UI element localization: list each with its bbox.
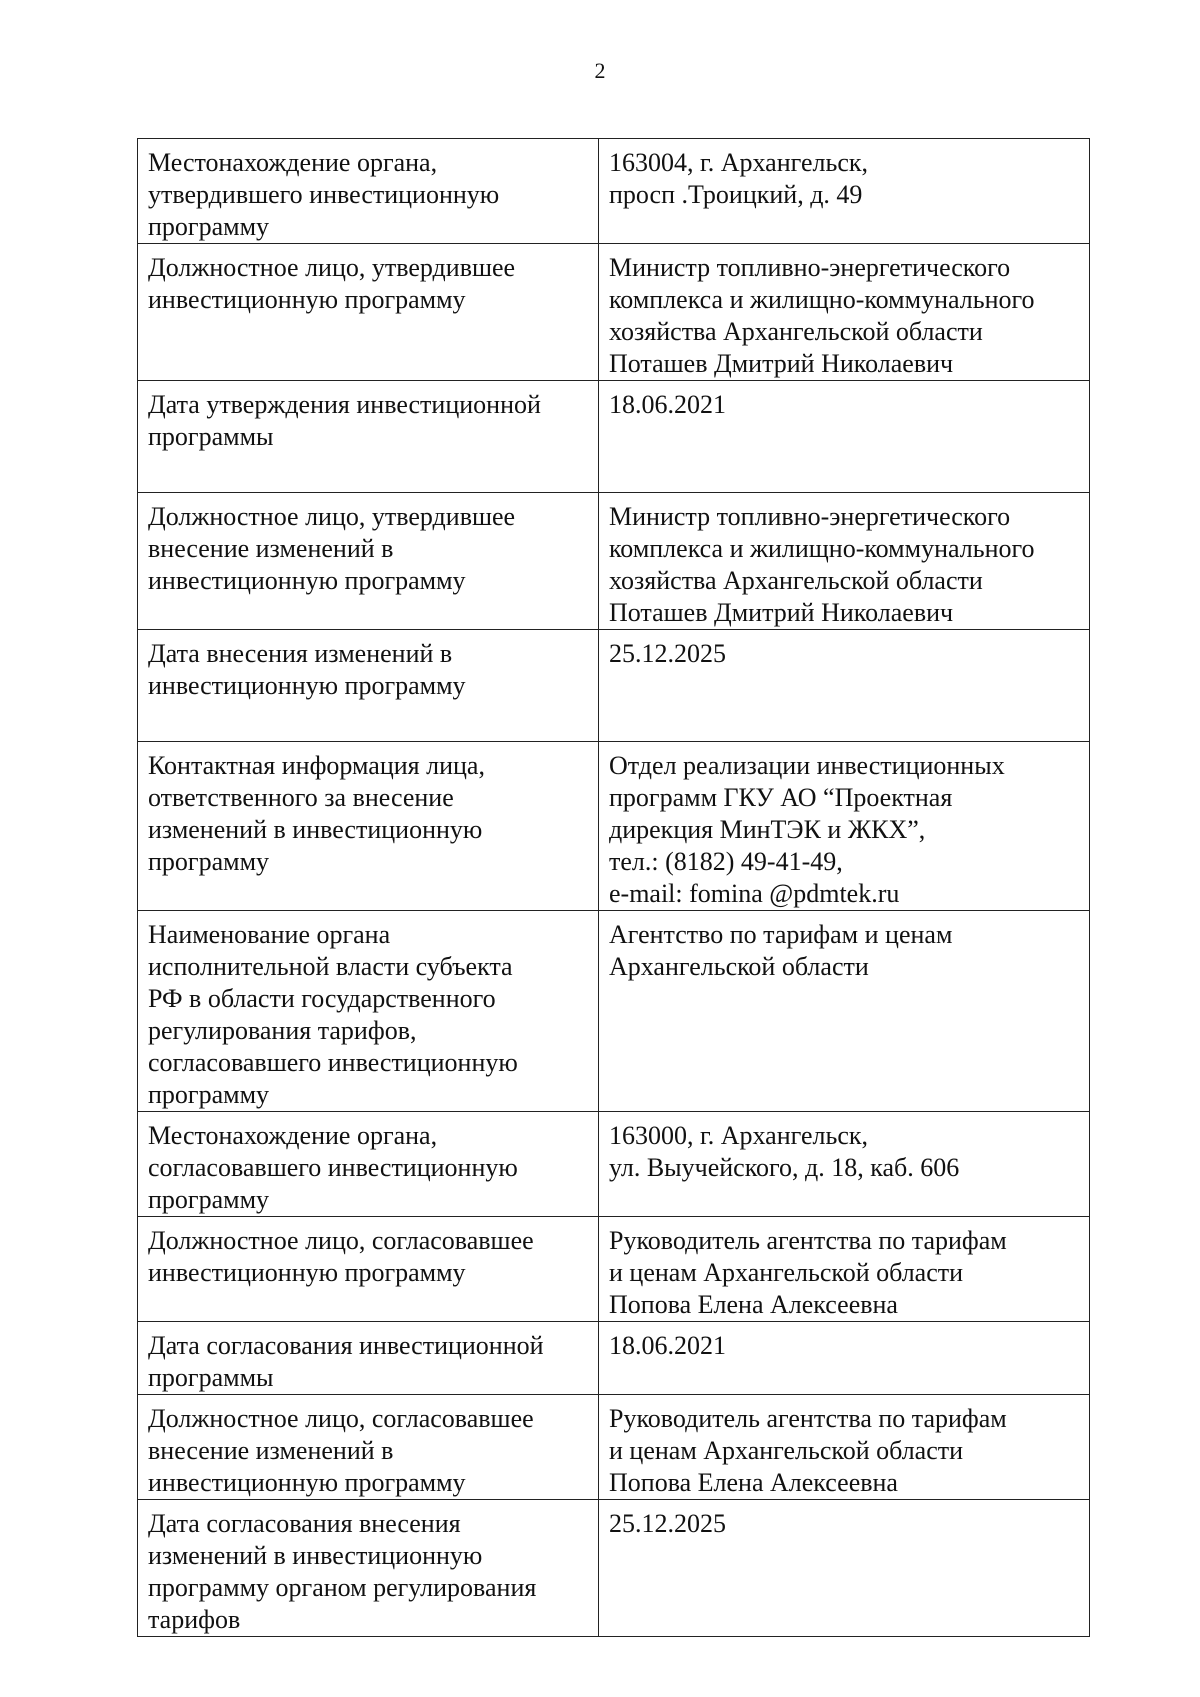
page-number: 2 — [594, 58, 606, 83]
table-row — [138, 630, 1090, 742]
table-row — [138, 381, 1090, 493]
row-label: Должностное лицо, утвердившее инвестиционную программу — [138, 244, 599, 381]
table-row — [138, 244, 1090, 381]
table-row — [138, 1322, 1090, 1395]
row-value: Руководитель агентства по тарифам и ценам Архангельской области Попова Елена Алексеевна — [599, 1217, 1090, 1322]
row-label: Дата согласования инвестиционной программы — [138, 1322, 599, 1395]
row-value: Руководитель агентства по тарифам и ценам Архангельской области Попова Елена Алексеевна — [599, 1395, 1090, 1500]
row-label: Дата согласования внесения изменений в инвестиционную программу органом регулирования тарифов — [138, 1500, 599, 1637]
row-value: 25.12.2025 — [599, 630, 1090, 742]
row-label: Дата внесения изменений в инвестиционную программу — [138, 630, 599, 742]
row-label: Дата утверждения инвестиционной программы — [138, 381, 599, 493]
table-row — [138, 911, 1090, 1112]
row-label: Местонахождение органа, согласовавшего инвестиционную программу — [138, 1112, 599, 1217]
info-table — [137, 138, 1090, 1637]
table-row — [138, 1395, 1090, 1500]
row-label: Должностное лицо, утвердившее внесение изменений в инвестиционную программу — [138, 493, 599, 630]
row-value: 18.06.2021 — [599, 381, 1090, 493]
row-label: Местонахождение органа, утвердившего инвестиционную программу — [138, 139, 599, 244]
table-row — [138, 493, 1090, 630]
row-value: 18.06.2021 — [599, 1322, 1090, 1395]
row-value: Отдел реализации инвестиционных программ ГКУ АО “Проектная дирекция МинТЭК и ЖКХ”, тел.: (8182) 49-41-49, e-mail: fomina @pdmtek.ru — [599, 742, 1090, 911]
row-label: Наименование органа исполнительной власти субъекта РФ в области государственного регулирования тарифов, согласовавшего инвестиционную программу — [138, 911, 599, 1112]
row-value: Министр топливно-энергетического комплекса и жилищно-коммунального хозяйства Архангельской области Поташев Дмитрий Николаевич — [599, 493, 1090, 630]
table-row — [138, 139, 1090, 244]
table-row — [138, 1217, 1090, 1322]
row-value: 163004, г. Архангельск, просп .Троицкий, д. 49 — [599, 139, 1090, 244]
row-label: Должностное лицо, согласовавшее внесение изменений в инвестиционную программу — [138, 1395, 599, 1500]
row-value: 163000, г. Архангельск, ул. Выучейского, д. 18, каб. 606 — [599, 1112, 1090, 1217]
row-value: 25.12.2025 — [599, 1500, 1090, 1637]
table-row — [138, 742, 1090, 911]
row-label: Контактная информация лица, ответственного за внесение изменений в инвестиционную программу — [138, 742, 599, 911]
row-value: Министр топливно-энергетического комплекса и жилищно-коммунального хозяйства Архангельской области Поташев Дмитрий Николаевич — [599, 244, 1090, 381]
row-value: Агентство по тарифам и ценам Архангельской области — [599, 911, 1090, 1112]
row-label: Должностное лицо, согласовавшее инвестиционную программу — [138, 1217, 599, 1322]
table-row — [138, 1500, 1090, 1637]
table-row — [138, 1112, 1090, 1217]
